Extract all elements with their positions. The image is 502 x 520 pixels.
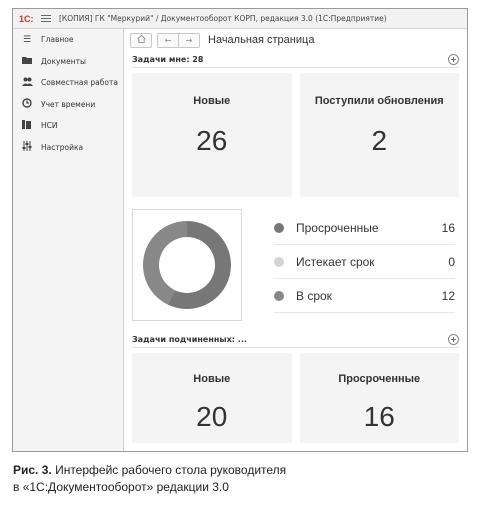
- sidebar-item-label: Совместная работа: [41, 78, 118, 88]
- card-subordinates-overdue[interactable]: [300, 353, 460, 443]
- donut-chart[interactable]: [132, 209, 242, 321]
- people-icon: [21, 77, 33, 89]
- home-icon: [137, 35, 146, 45]
- sidebar-item-nsi[interactable]: [13, 115, 123, 137]
- folder-icon: [21, 56, 33, 67]
- app-logo: 1С:: [19, 13, 34, 24]
- card-value: 2: [371, 125, 388, 156]
- legend-row-on-time[interactable]: [274, 279, 455, 313]
- toolbar: [124, 29, 467, 51]
- caption-prefix: Рис. 3.: [13, 463, 52, 477]
- tasks-mine-header: [132, 51, 459, 68]
- sidebar-item-label: Документы: [41, 56, 86, 66]
- main-content: [124, 29, 467, 451]
- figure-caption: [13, 462, 489, 496]
- sidebar-item-label: НСИ: [41, 121, 58, 131]
- legend-dot: [274, 223, 284, 233]
- status-legend: [274, 211, 455, 321]
- legend-value: 16: [441, 220, 455, 235]
- arrow-left-icon: ←: [164, 35, 172, 45]
- add-circle-icon[interactable]: +: [448, 334, 459, 345]
- tasks-subordinates-title[interactable]: Задачи подчиненных: ...: [132, 334, 247, 344]
- card-subordinates-new[interactable]: [132, 353, 292, 443]
- sidebar-item-collaboration[interactable]: [13, 72, 123, 94]
- tasks-mine-title[interactable]: Задачи мне: 28: [132, 54, 204, 64]
- legend-value: 0: [448, 254, 455, 269]
- status-chart-row: [132, 209, 459, 321]
- sidebar-item-label: Учет времени: [41, 99, 96, 109]
- add-circle-icon[interactable]: +: [448, 54, 459, 65]
- books-icon: [21, 120, 33, 132]
- card-label: Новые: [193, 373, 231, 385]
- history-navigation: [157, 33, 200, 48]
- card-value: 16: [363, 401, 395, 432]
- forward-button[interactable]: [179, 34, 199, 47]
- donut-chart-svg: [133, 210, 241, 320]
- arrow-right-icon: →: [185, 35, 193, 45]
- title-bar: [13, 9, 467, 29]
- caption-line2: в «1С:Документооборот» редакции 3.0: [13, 480, 229, 494]
- legend-label: Просроченные: [296, 220, 379, 235]
- clock-icon: [21, 98, 33, 111]
- card-updated-tasks[interactable]: [300, 73, 460, 197]
- legend-label: Истекает срок: [296, 254, 375, 269]
- card-new-tasks[interactable]: [132, 73, 292, 197]
- sidebar-item-documents[interactable]: [13, 51, 123, 73]
- sidebar-item-label: Главное: [41, 35, 74, 45]
- tasks-subordinates-header: [132, 331, 459, 348]
- app-window: [12, 8, 468, 452]
- sliders-icon: [21, 141, 33, 154]
- sidebar-item-main[interactable]: [13, 29, 123, 51]
- legend-dot: [274, 257, 284, 267]
- window-title: [КОПИЯ] ГК "Меркурий" / Документооборот КОРП, редакция 3.0 (1С:Предприятие): [59, 14, 387, 23]
- tasks-mine-cards: [132, 73, 459, 197]
- back-button[interactable]: [158, 34, 179, 47]
- menu-icon[interactable]: [41, 15, 51, 23]
- caption-text: Интерфейс рабочего стола руководителя: [51, 463, 287, 477]
- home-button[interactable]: [130, 33, 152, 48]
- sidebar: [13, 29, 124, 451]
- page-title: Начальная страница: [208, 34, 315, 46]
- sidebar-item-label: Настройка: [41, 142, 84, 152]
- legend-row-expiring[interactable]: [274, 245, 455, 279]
- sidebar-item-settings[interactable]: [13, 137, 123, 159]
- legend-value: 12: [441, 288, 455, 303]
- card-value: 20: [196, 401, 228, 432]
- donut-slice-2[interactable]: [143, 221, 187, 305]
- card-label: Просроченные: [338, 373, 421, 385]
- legend-dot: [274, 291, 284, 301]
- card-label: Новые: [193, 95, 231, 107]
- menu-lines-icon: ☰: [22, 34, 32, 45]
- tasks-subordinates-cards: [132, 353, 459, 443]
- sidebar-item-time-tracking[interactable]: [13, 94, 123, 116]
- card-value: 26: [196, 125, 228, 156]
- legend-label: В срок: [296, 288, 332, 303]
- card-label: Поступили обновления: [314, 95, 444, 107]
- legend-row-overdue[interactable]: [274, 211, 455, 245]
